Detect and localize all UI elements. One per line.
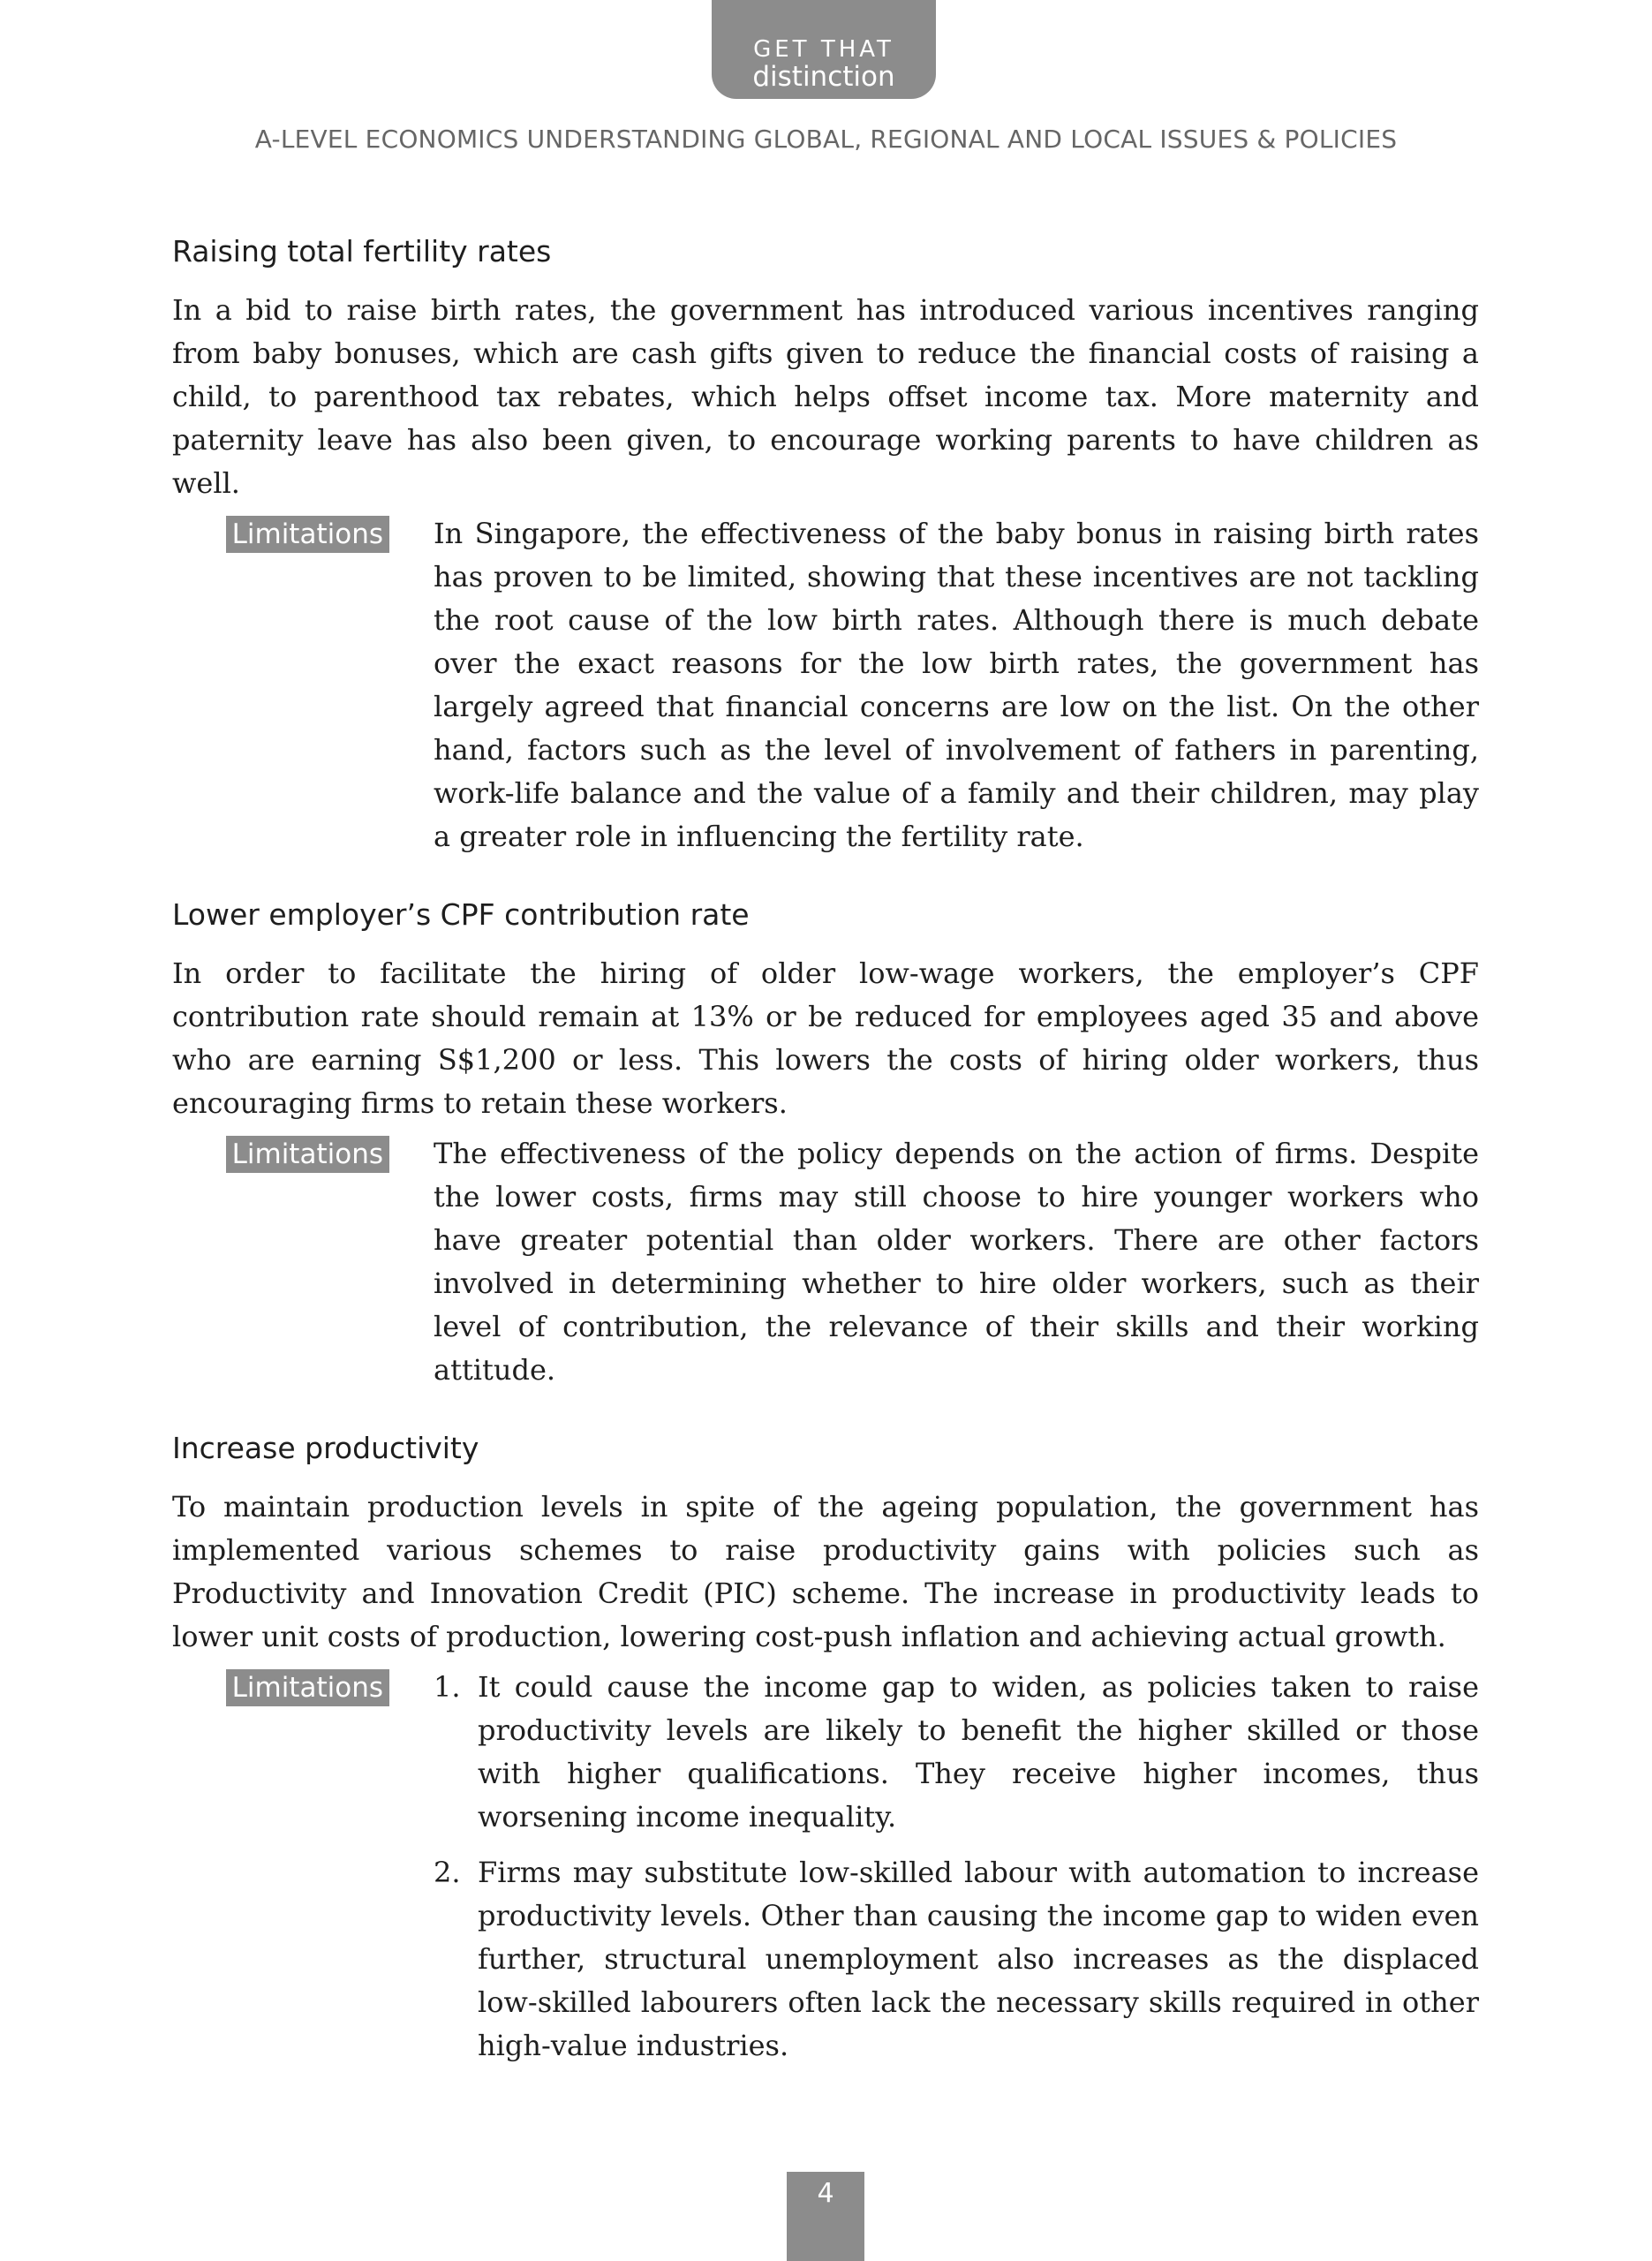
limitations-label: Limitations [226, 1136, 389, 1173]
brand-line-distinction: distinction [752, 61, 895, 93]
brand-line-get-that: GET THAT [753, 36, 894, 63]
page-content [172, 234, 1479, 2119]
list-item-text: Firms may substitute low-skilled labour with automation to increase productivity levels. Other than causing the income gap to widen even further, structural unemployment also increases as the displaced low-skilled labourers often lack the necessary skills required in other high-value industries. [478, 1856, 1479, 2062]
section-productivity [172, 1431, 1479, 2080]
section-paragraph: In a bid to raise birth rates, the government has introduced various incentives ranging from baby bonuses, which are cash gifts given to reduce the financial costs of raising a child, to parenthood tax rebates, which helps offset income tax. More maternity and paternity leave has also been given, to encourage working parents to have children as well. [172, 293, 1479, 500]
section-heading: Increase productivity [172, 1431, 479, 1465]
page-number: 4 [787, 2172, 864, 2261]
list-item-text: It could cause the income gap to widen, as policies taken to raise productivity levels are likely to benefit the higher skilled or those with higher qualifications. They receive higher incomes, thus worsening income inequality. [478, 1670, 1479, 1834]
section-cpf [172, 897, 1479, 1392]
list-item-number: 2. [434, 1856, 461, 1889]
list-item [434, 1851, 1479, 2068]
list-item [434, 1666, 1479, 1839]
section-paragraph: In order to facilitate the hiring of older low-wage workers, the employer’s CPF contribution rate should remain at 13% or be reduced for employees aged 35 and above who are earning S$1,200 or less. This lowers the costs of hiring older workers, thus encouraging firms to retain these workers. [172, 957, 1479, 1120]
limitations-text: In Singapore, the effectiveness of the baby bonus in raising birth rates has proven to be limited, showing that these incentives are not tackling the root cause of the low birth rates. Although there is much debate over the exact reasons for the low birth rates, the government has largely agreed that financial concerns are low on the list. On the other hand, factors such as the level of involvement of fathers in parenting, work-life balance and the value of a family and their children, may play a greater role in influencing the fertility rate. [434, 517, 1479, 853]
section-fertility [172, 234, 1479, 858]
section-paragraph: To maintain production levels in spite of the ageing population, the government has implemented various schemes to raise productivity gains with policies such as Productivity and Innovation Credit (PIC) scheme. The increase in productivity leads to lower unit costs of production, lowering cost-push inflation and achieving actual growth. [172, 1490, 1479, 1653]
limitations-block [172, 1666, 1479, 2080]
limitations-label: Limitations [226, 516, 389, 553]
limitations-text: The effectiveness of the policy depends on the action of firms. Despite the lower costs, firms may still choose to hire younger workers who have greater potential than older workers. There are other factors involved in determining whether to hire older workers, such as their level of contribution, the relevance of their skills and their working attitude. [434, 1137, 1479, 1387]
section-heading: Lower employer’s CPF contribution rate [172, 897, 750, 932]
limitations-block [172, 512, 1479, 858]
limitations-block [172, 1132, 1479, 1392]
section-heading: Raising total fertility rates [172, 234, 552, 268]
limitations-list [434, 1666, 1479, 2080]
list-item-number: 1. [434, 1670, 461, 1704]
brand-tab [712, 0, 936, 99]
limitations-label: Limitations [226, 1669, 389, 1706]
running-header: A-LEVEL ECONOMICS UNDERSTANDING GLOBAL, REGIONAL AND LOCAL ISSUES & POLICIES [254, 125, 1398, 154]
